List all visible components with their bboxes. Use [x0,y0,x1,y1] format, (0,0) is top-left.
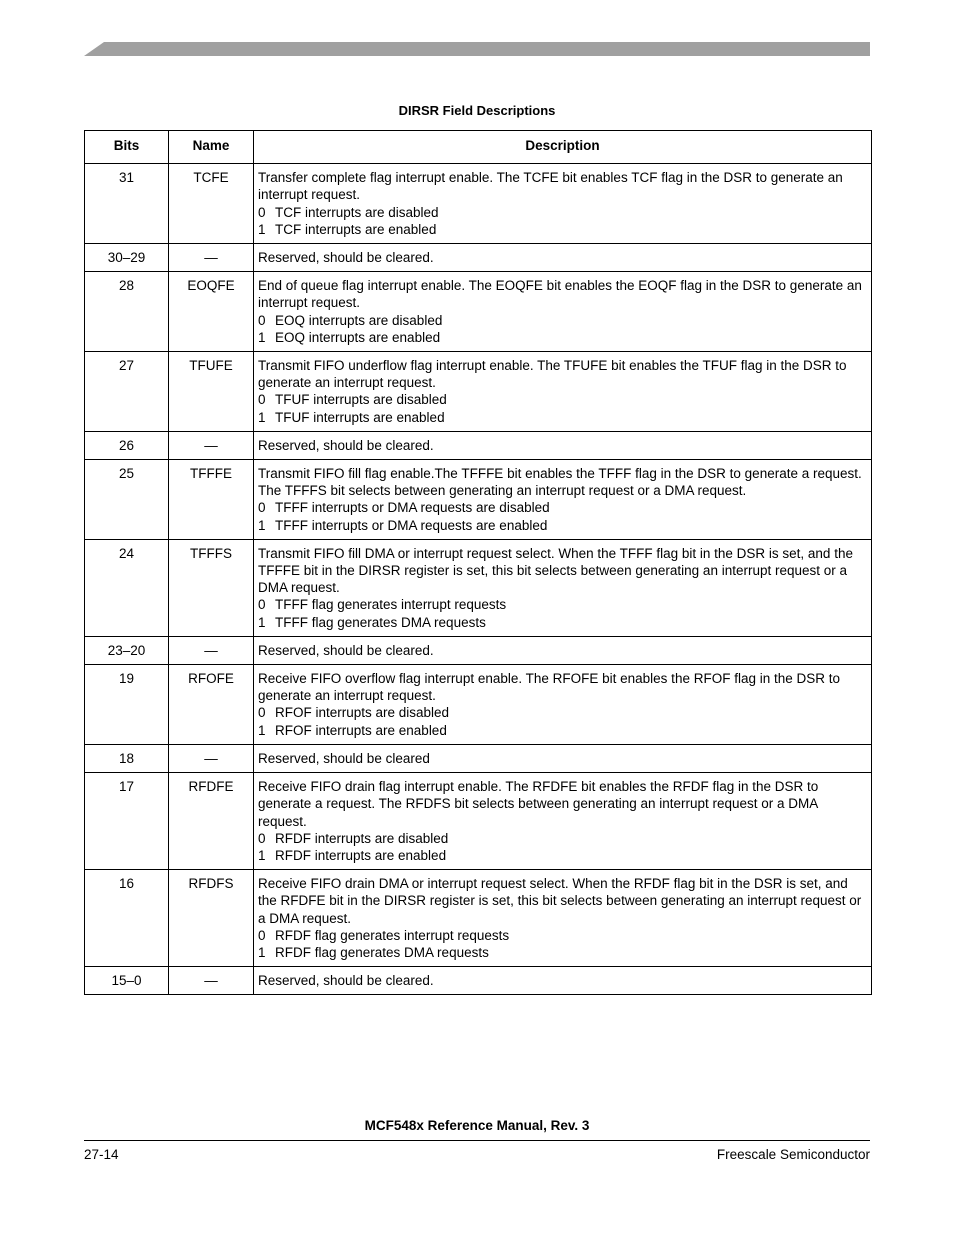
name-cell: TFUFE [169,352,254,432]
option-value: 1 [258,722,266,738]
bits-cell: 19 [85,665,169,745]
option-line [258,221,867,238]
option-text: EOQ interrupts are disabled [275,312,443,328]
description-cell [254,636,872,664]
option-value: 1 [258,409,266,425]
description-cell [254,244,872,272]
name-cell: RFOFE [169,665,254,745]
description-cell [254,431,872,459]
name-cell: — [169,636,254,664]
option-line [258,499,867,516]
footer-title: MCF548x Reference Manual, Rev. 3 [364,1118,590,1133]
description-cell [254,967,872,995]
option-text: TFUF interrupts are enabled [275,409,445,425]
option-text: RFOF interrupts are enabled [275,722,447,738]
description-cell [254,665,872,745]
column-header-name: Name [169,131,254,164]
option-line [258,614,867,631]
option-value: 1 [258,329,266,345]
option-text: TCF interrupts are enabled [275,221,437,237]
option-value: 1 [258,944,266,960]
option-line [258,944,867,961]
option-text: TFFF interrupts or DMA requests are enabled [275,517,548,533]
option-value: 0 [258,597,266,613]
description-text: Transfer complete flag interrupt enable. The TCFE bit enables TCF flag in the DSR to generate an interrupt request. [258,170,843,203]
option-value: 1 [258,847,266,863]
option-text: RFDF interrupts are enabled [275,847,447,863]
description-text: Transmit FIFO fill flag enable.The TFFFE bit enables the TFFF flag in the DSR to generate a request. The TFFFS bit selects between generating an interrupt request or a DMA request. [258,466,862,499]
description-text: Transmit FIFO underflow flag interrupt enable. The TFUFE bit enables the TFUF flag in the DSR to generate an interrupt request. [258,358,847,391]
description-text: Reserved, should be cleared. [258,642,434,658]
option-text: TFUF interrupts are disabled [275,392,447,408]
description-text: Receive FIFO overflow flag interrupt enable. The RFOFE bit enables the RFOF flag in the DSR to generate an interrupt request. [258,671,841,704]
bits-cell: 28 [85,272,169,352]
option-text: TCF interrupts are disabled [275,204,439,220]
option-value: 1 [258,221,266,237]
name-cell: EOQFE [169,272,254,352]
table-row [85,967,872,995]
option-text: TFFF interrupts or DMA requests are disabled [275,500,550,516]
field-descriptions-table [84,130,872,995]
description-text: End of queue flag interrupt enable. The EOQFE bit enables the EOQF flag in the DSR to generate an interrupt request. [258,278,862,311]
option-value: 0 [258,500,266,516]
description-cell [254,773,872,870]
bits-cell: 15–0 [85,967,169,995]
description-cell [254,164,872,244]
table-row [85,773,872,870]
option-text: RFOF interrupts are disabled [275,705,450,721]
description-text: Reserved, should be cleared. [258,250,434,266]
description-text: Reserved, should be cleared. [258,973,434,989]
option-value: 0 [258,830,266,846]
table-row [85,164,872,244]
option-line [258,312,867,329]
table-row [85,272,872,352]
description-cell [254,870,872,967]
description-text: Reserved, should be cleared. [258,437,434,453]
description-cell [254,352,872,432]
table-title: DIRSR Field Descriptions [398,103,556,118]
table-row [85,431,872,459]
option-line [258,391,867,408]
table-row [85,352,872,432]
table-row [85,665,872,745]
bits-cell: 27 [85,352,169,432]
bits-cell: 25 [85,460,169,540]
bits-cell: 24 [85,539,169,636]
table-row [85,636,872,664]
description-cell [254,272,872,352]
footer-rule [84,1140,870,1141]
table-header-row [85,131,872,164]
option-line [258,830,867,847]
option-line [258,927,867,944]
column-header-bits: Bits [85,131,169,164]
description-cell [254,744,872,772]
description-text: Receive FIFO drain DMA or interrupt request select. When the RFDF flag bit in the DSR is set, and the RFDFE bit in the DIRSR register is set, this bit selects between generating an interrupt request or a DMA request. [258,876,862,926]
table-row [85,539,872,636]
option-text: RFDF flag generates interrupt requests [275,927,510,943]
name-cell: — [169,967,254,995]
option-line [258,204,867,221]
description-text: Reserved, should be cleared [258,750,430,766]
header-bar [84,42,870,56]
option-value: 0 [258,312,266,328]
option-line [258,409,867,426]
option-line [258,517,867,534]
option-text: RFDF flag generates DMA requests [275,944,489,960]
option-line [258,596,867,613]
option-line [258,847,867,864]
bits-cell: 23–20 [85,636,169,664]
company-name: Freescale Semiconductor [716,1147,870,1162]
name-cell: RFDFE [169,773,254,870]
option-value: 1 [258,614,266,630]
name-cell: — [169,431,254,459]
table-row [85,870,872,967]
name-cell: TFFFS [169,539,254,636]
name-cell: RFDFS [169,870,254,967]
table-row [85,244,872,272]
table-row [85,744,872,772]
description-text: Transmit FIFO fill DMA or interrupt request select. When the TFFF flag bit in the DSR is set, and the TFFFE bit in the DIRSR register is set, this bit selects between generating an interrupt request or a DMA request. [258,545,853,596]
column-header-description: Description [254,131,872,164]
option-text: TFFF flag generates interrupt requests [275,597,507,613]
bits-cell: 31 [85,164,169,244]
option-text: EOQ interrupts are enabled [275,329,441,345]
bits-cell: 18 [85,744,169,772]
option-text: TFFF flag generates DMA requests [275,614,486,630]
option-value: 0 [258,705,266,721]
bits-cell: 26 [85,431,169,459]
name-cell: TFFFE [169,460,254,540]
name-cell: — [169,244,254,272]
option-value: 0 [258,204,266,220]
option-line [258,329,867,346]
description-cell [254,539,872,636]
bits-cell: 16 [85,870,169,967]
option-line [258,704,867,721]
bits-cell: 17 [85,773,169,870]
description-cell [254,460,872,540]
name-cell: TCFE [169,164,254,244]
option-value: 1 [258,517,266,533]
bits-cell: 30–29 [85,244,169,272]
option-value: 0 [258,392,266,408]
name-cell: — [169,744,254,772]
page-number: 27-14 [84,1147,119,1162]
option-text: RFDF interrupts are disabled [275,830,449,846]
description-text: Receive FIFO drain flag interrupt enable. The RFDFE bit enables the RFDF flag in the DSR to generate a request. The RFDFS bit selects between generating an interrupt request or a DMA request. [258,779,819,829]
table-row [85,460,872,540]
option-value: 0 [258,927,266,943]
option-line [258,722,867,739]
